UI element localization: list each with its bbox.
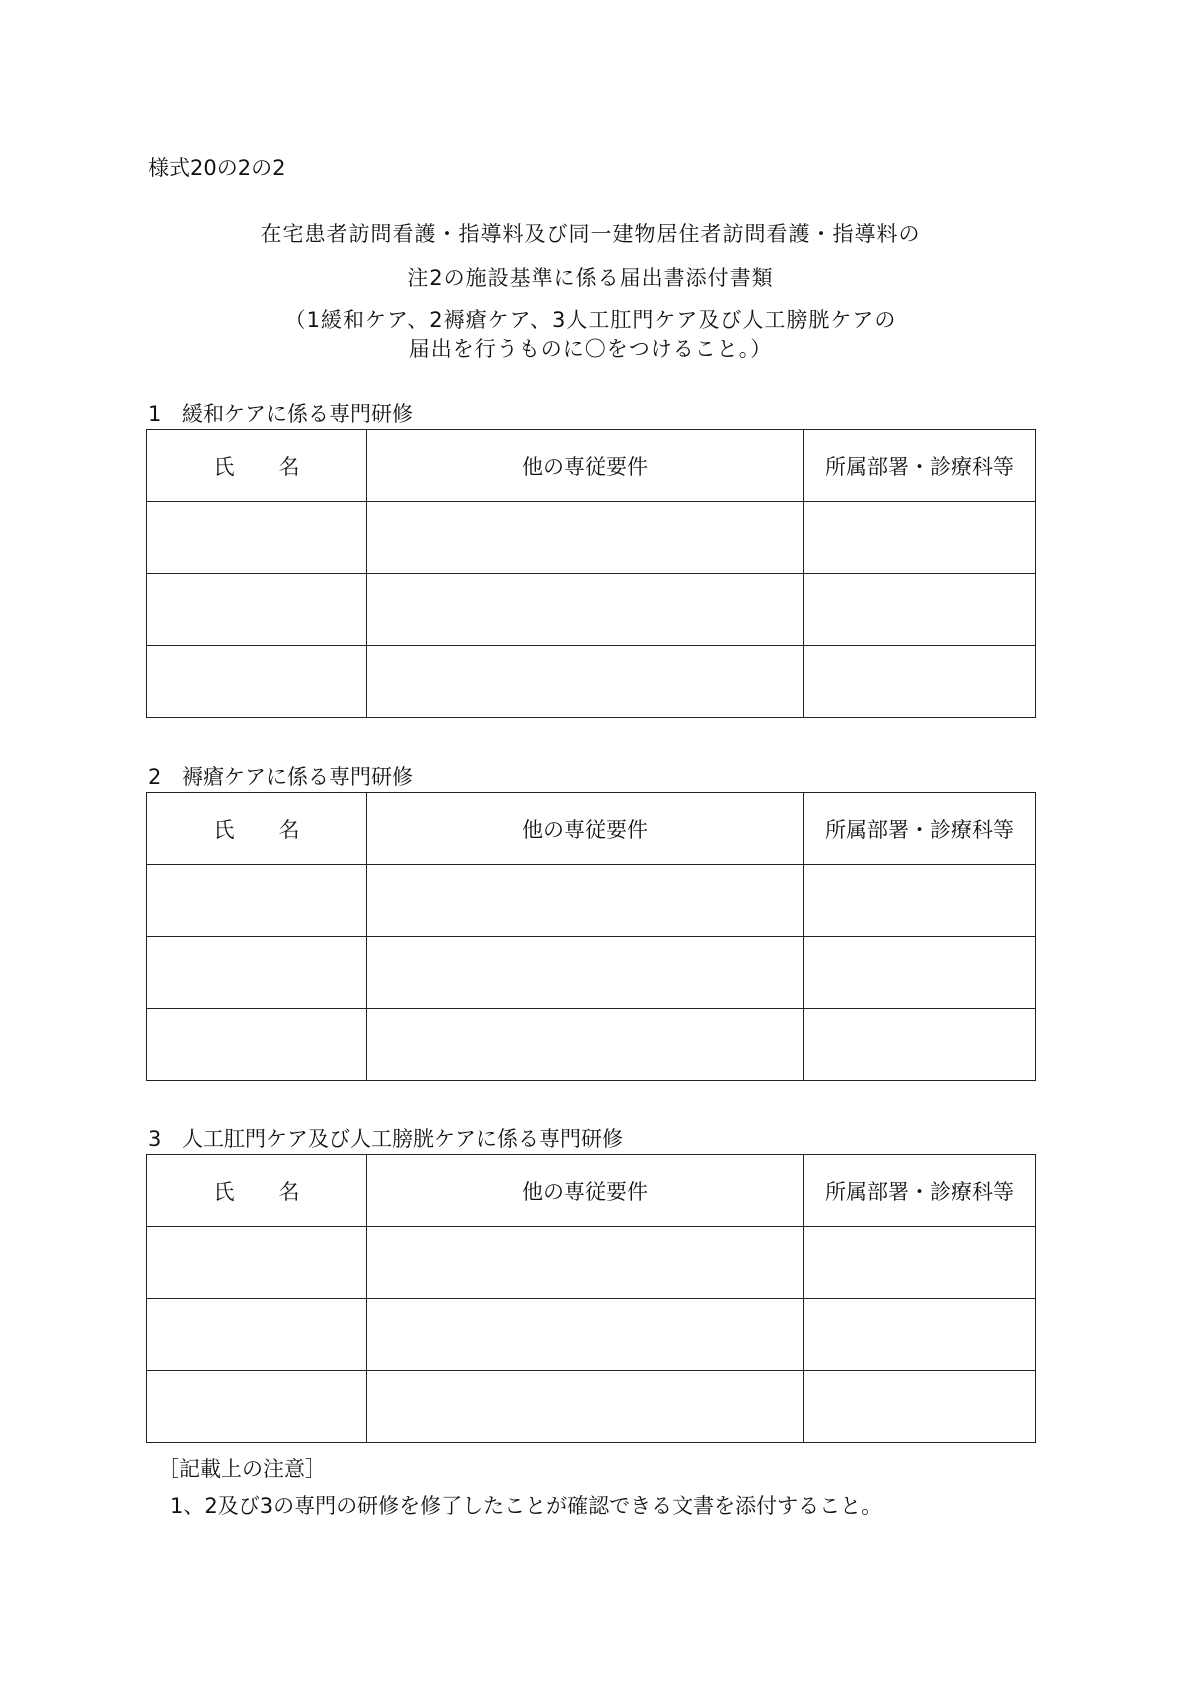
section-1-heading (148, 398, 413, 428)
section-number: 3 (148, 1127, 162, 1151)
department-cell[interactable] (804, 1371, 1036, 1443)
name-cell[interactable] (147, 1009, 367, 1081)
department-cell[interactable] (804, 865, 1036, 937)
name-cell[interactable] (147, 646, 367, 718)
header-department: 所属部署・診療科等 (804, 430, 1036, 502)
section-title: 緩和ケアに係る専門研修 (182, 402, 413, 426)
header-name: 氏 名 (147, 1155, 367, 1227)
table-row (147, 1371, 1036, 1443)
table-header-row (147, 1155, 1036, 1227)
department-cell[interactable] (804, 646, 1036, 718)
section-title: 褥瘡ケアに係る専門研修 (182, 765, 413, 789)
other-requirements-cell[interactable] (367, 646, 804, 718)
table-row (147, 865, 1036, 937)
section-1-table (146, 429, 1036, 718)
header-other-requirements: 他の専従要件 (367, 793, 804, 865)
section-title: 人工肛門ケア及び人工膀胱ケアに係る専門研修 (182, 1127, 623, 1151)
section-3-heading (148, 1123, 623, 1153)
name-cell[interactable] (147, 1227, 367, 1299)
header-name: 氏 名 (147, 430, 367, 502)
document-title-line-2: 注2の施設基準に係る届出書添付書類 (407, 266, 774, 290)
section-number: 1 (148, 402, 162, 426)
section-2-heading (148, 761, 413, 791)
department-cell[interactable] (804, 1299, 1036, 1371)
header-other-requirements: 他の専従要件 (367, 430, 804, 502)
other-requirements-cell[interactable] (367, 865, 804, 937)
table-header-row (147, 793, 1036, 865)
department-cell[interactable] (804, 502, 1036, 574)
notes-item-1: 1、2及び3の専門の研修を修了したことが確認できる文書を添付すること。 (170, 1494, 883, 1518)
section-2-table (146, 792, 1036, 1081)
form-code: 様式20の2の2 (148, 156, 286, 180)
department-cell[interactable] (804, 1009, 1036, 1081)
name-cell[interactable] (147, 574, 367, 646)
table-row (147, 937, 1036, 1009)
department-cell[interactable] (804, 1227, 1036, 1299)
department-cell[interactable] (804, 574, 1036, 646)
header-department: 所属部署・診療科等 (804, 1155, 1036, 1227)
other-requirements-cell[interactable] (367, 1227, 804, 1299)
other-requirements-cell[interactable] (367, 1009, 804, 1081)
other-requirements-cell[interactable] (367, 937, 804, 1009)
section-number: 2 (148, 765, 162, 789)
table-row (147, 646, 1036, 718)
table-row (147, 1227, 1036, 1299)
name-cell[interactable] (147, 1299, 367, 1371)
department-cell[interactable] (804, 937, 1036, 1009)
table-row (147, 502, 1036, 574)
header-name: 氏 名 (147, 793, 367, 865)
name-cell[interactable] (147, 1371, 367, 1443)
header-other-requirements: 他の専従要件 (367, 1155, 804, 1227)
notes-heading: ［記載上の注意］ (158, 1457, 326, 1481)
table-row (147, 1009, 1036, 1081)
other-requirements-cell[interactable] (367, 1371, 804, 1443)
other-requirements-cell[interactable] (367, 1299, 804, 1371)
document-title-line-1: 在宅患者訪問看護・指導料及び同一建物居住者訪問看護・指導料の (260, 222, 921, 246)
name-cell[interactable] (147, 865, 367, 937)
table-header-row (147, 430, 1036, 502)
name-cell[interactable] (147, 937, 367, 1009)
document-title-line-3: （1緩和ケア、2褥瘡ケア、3人工肛門ケア及び人工膀胱ケアの (284, 308, 897, 332)
other-requirements-cell[interactable] (367, 502, 804, 574)
document-title-line-4: 届出を行うものに〇をつけること。） (408, 337, 773, 361)
name-cell[interactable] (147, 502, 367, 574)
other-requirements-cell[interactable] (367, 574, 804, 646)
table-row (147, 574, 1036, 646)
section-3-table (146, 1154, 1036, 1443)
header-department: 所属部署・診療科等 (804, 793, 1036, 865)
table-row (147, 1299, 1036, 1371)
